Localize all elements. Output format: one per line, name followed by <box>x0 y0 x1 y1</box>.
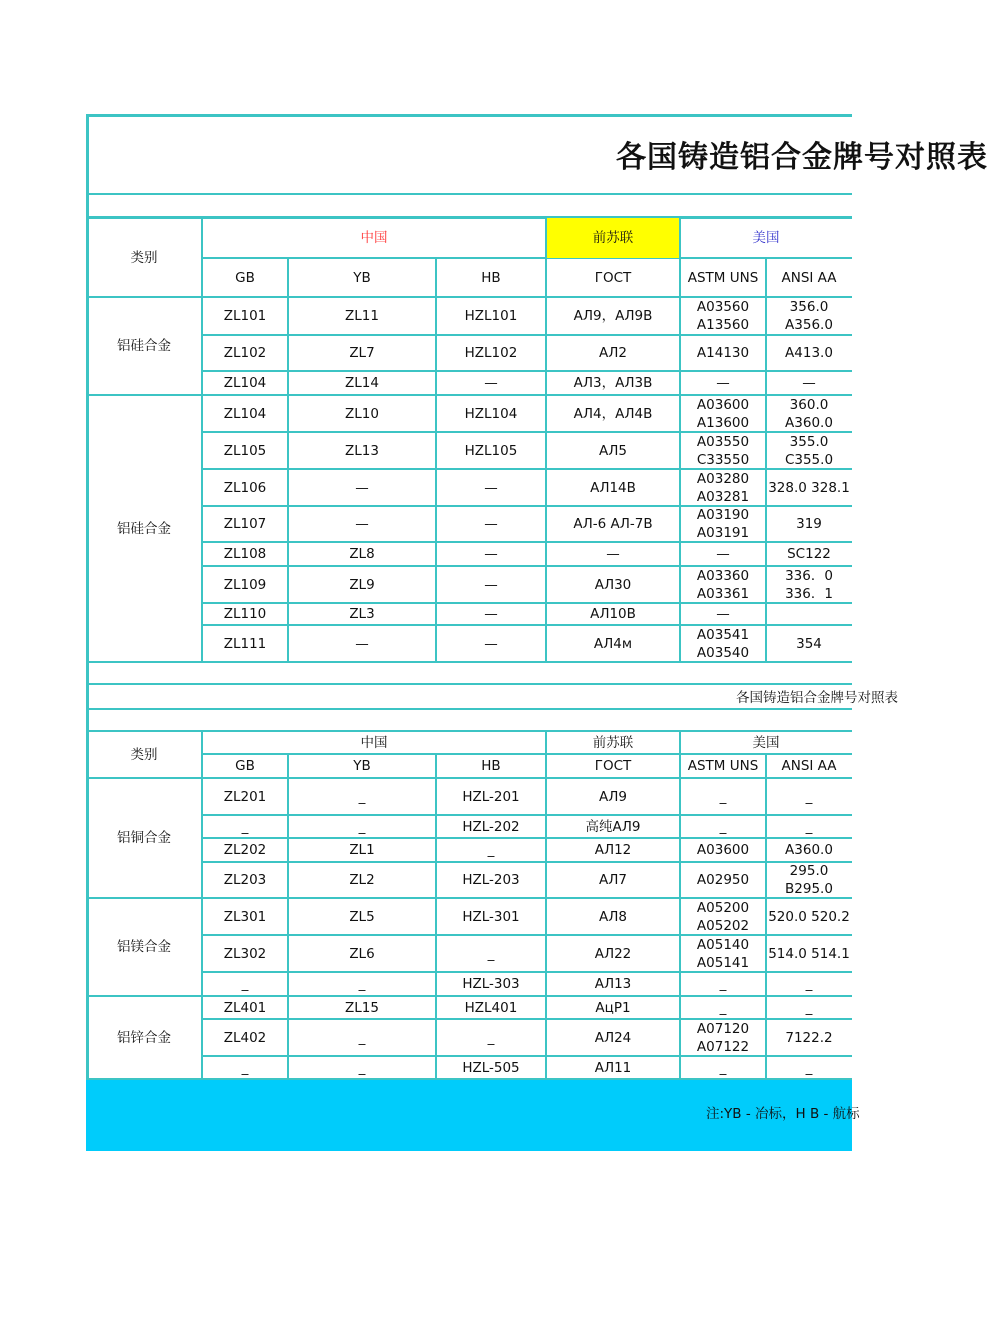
cell-line: C355.0 <box>784 451 834 468</box>
grid-line <box>201 731 203 778</box>
grid-line <box>435 297 437 395</box>
yb-cell: _ <box>358 1059 366 1076</box>
cell-line: — <box>716 375 730 391</box>
cell-line: _ <box>805 788 813 805</box>
cell-line: 355.0 <box>789 433 829 450</box>
spreadsheet <box>86 114 988 1151</box>
cell-line: A07122 <box>696 1038 750 1055</box>
column-header: GB <box>235 758 255 774</box>
grid-line <box>435 778 437 898</box>
hb-cell: HZL104 <box>464 405 518 422</box>
ussr-header: 前苏联 <box>592 734 634 751</box>
grid-line <box>287 395 289 662</box>
hb-cell: — <box>484 606 498 622</box>
gost-cell: АЛ11 <box>594 1059 632 1076</box>
yb-cell: ZL3 <box>349 606 375 622</box>
cell-line: C33550 <box>696 451 750 468</box>
column-header: YB <box>353 269 371 286</box>
gost-cell: АЛ2 <box>599 345 627 361</box>
ansi-aa-cell <box>766 838 852 862</box>
astm-uns-cell <box>680 469 766 506</box>
grid-line <box>287 754 289 778</box>
yb-cell: ZL1 <box>349 842 375 858</box>
grid-line <box>679 731 681 778</box>
grid-line <box>86 1078 852 1080</box>
gb-cell: ZL111 <box>223 635 267 652</box>
usa-header: 美国 <box>752 230 780 246</box>
cell-line: _ <box>719 999 727 1016</box>
grid-line <box>86 193 852 195</box>
grid-line <box>765 395 767 662</box>
hb-cell: _ <box>487 842 495 858</box>
gost-cell: АЛ4，АЛ4В <box>573 405 653 422</box>
astm-uns-cell <box>680 395 766 432</box>
astm-uns-cell <box>680 506 766 542</box>
grid-line <box>545 395 547 662</box>
column-header: YB <box>353 758 371 774</box>
gb-cell: ZL101 <box>223 308 267 324</box>
grid-line <box>679 218 681 297</box>
grid-line <box>765 898 767 996</box>
yb-cell: ZL15 <box>345 999 379 1016</box>
china-header: 中国 <box>360 230 388 246</box>
ansi-aa-cell <box>766 297 852 335</box>
cell-line: 520.0 520.2 <box>768 908 850 925</box>
cell-line: — <box>716 606 730 622</box>
hb-cell: _ <box>487 1029 495 1046</box>
column-header: HB <box>481 758 501 774</box>
hb-cell: — <box>484 546 498 562</box>
column-header: GB <box>235 269 255 286</box>
gb-cell: ZL102 <box>223 345 267 361</box>
grid-line <box>765 297 767 395</box>
ansi-aa-cell <box>766 625 852 662</box>
grid-line <box>201 297 203 395</box>
gost-cell: АЛ7 <box>599 872 627 888</box>
ansi-aa-cell <box>766 566 852 603</box>
cell-line: 514.0 514.1 <box>768 945 850 962</box>
grid-line <box>545 898 547 996</box>
ansi-aa-cell <box>766 506 852 542</box>
grid-line <box>679 778 681 898</box>
cell-line: — <box>716 546 730 562</box>
category-cell: 铝硅合金 <box>117 338 171 354</box>
cell-line: A05140 <box>696 936 750 953</box>
ansi-aa-cell <box>766 469 852 506</box>
cell-line: A13600 <box>696 414 750 431</box>
ansi-aa-cell <box>766 996 852 1019</box>
cell-line: 360.0 <box>789 396 829 413</box>
grid-line <box>545 297 547 395</box>
usa-header: 美国 <box>752 734 780 751</box>
cell-line: 328.0 328.1 <box>768 479 850 496</box>
ansi-aa-cell <box>766 542 852 566</box>
gb-cell: ZL302 <box>223 945 267 962</box>
gost-cell: АЛ30 <box>594 576 632 593</box>
astm-uns-cell <box>680 862 766 898</box>
ansi-aa-cell <box>766 972 852 996</box>
ansi-aa-cell <box>766 335 852 371</box>
yb-cell: ZL6 <box>349 945 375 962</box>
grid-line <box>201 996 203 1079</box>
gb-cell: _ <box>241 818 249 835</box>
column-header: ANSI AA <box>781 758 837 774</box>
gost-cell: АЛ3，АЛ3В <box>573 375 653 391</box>
yb-cell: ZL11 <box>345 308 379 324</box>
astm-uns-cell <box>680 432 766 469</box>
cell-line: A07120 <box>696 1020 750 1037</box>
hb-cell: HZL105 <box>464 442 518 459</box>
category-cell: 铝镁合金 <box>117 939 171 955</box>
grid-line <box>679 297 681 395</box>
grid-line <box>435 898 437 996</box>
yb-cell: _ <box>358 1029 366 1046</box>
cell-line: 319 <box>796 516 822 532</box>
cell-line: A03361 <box>696 585 750 602</box>
ansi-aa-cell <box>766 432 852 469</box>
column-header: ГОСТ <box>594 758 632 774</box>
cell-line: B295.0 <box>785 881 833 897</box>
yb-cell: ZL9 <box>349 576 375 593</box>
cell-line: 336．1 <box>785 585 833 602</box>
cell-line: A360.0 <box>785 414 833 431</box>
cell-line: A13560 <box>696 317 750 333</box>
gost-cell: АЛ13 <box>594 976 632 992</box>
astm-uns-cell <box>680 566 766 603</box>
hb-cell: — <box>484 516 498 532</box>
column-header: ASTM UNS <box>687 269 759 286</box>
hb-cell: HZL101 <box>464 308 518 324</box>
ansi-aa-cell <box>766 1019 852 1056</box>
grid-line <box>679 395 681 662</box>
cell-line: A03191 <box>696 525 750 541</box>
hb-cell: HZL-203 <box>462 872 520 888</box>
ansi-aa-cell <box>766 935 852 972</box>
cell-line: A02950 <box>696 872 750 888</box>
gb-cell: ZL202 <box>223 842 267 858</box>
cell-line: _ <box>719 1059 727 1076</box>
cell-line: 7122.2 <box>785 1029 833 1046</box>
grid-line <box>765 258 767 297</box>
cell-line: SC122 <box>787 546 831 562</box>
astm-uns-cell <box>680 542 766 566</box>
ansi-aa-cell <box>766 395 852 432</box>
cell-line: A03190 <box>696 507 750 523</box>
grid-line <box>287 996 289 1079</box>
ansi-aa-cell <box>766 603 852 625</box>
grid-line <box>287 297 289 395</box>
grid-line <box>287 898 289 996</box>
hb-cell: HZL-202 <box>462 818 520 835</box>
grid-line <box>435 754 437 778</box>
cell-line: _ <box>805 1059 813 1076</box>
hb-cell: HZL-301 <box>462 908 520 925</box>
footer-note: 注:YB - 冶标，H B - 航标 <box>706 1106 860 1122</box>
astm-uns-cell <box>680 1019 766 1056</box>
yb-cell: ZL2 <box>349 872 375 888</box>
column-header: ANSI AA <box>781 269 837 286</box>
cell-line: A03280 <box>696 470 750 487</box>
cell-line: _ <box>719 788 727 805</box>
grid-line <box>765 996 767 1079</box>
yb-cell: ZL13 <box>345 442 379 459</box>
cell-line: A356.0 <box>785 317 833 333</box>
astm-uns-cell <box>680 778 766 815</box>
cell-line: A03541 <box>696 626 750 643</box>
column-header: ГОСТ <box>594 269 632 286</box>
yb-cell: — <box>355 635 369 652</box>
grid-line <box>201 218 203 297</box>
cell-line: _ <box>805 818 813 835</box>
yb-cell: ZL14 <box>345 375 379 391</box>
astm-uns-cell <box>680 935 766 972</box>
yb-cell: ZL5 <box>349 908 375 925</box>
gb-cell: _ <box>241 1059 249 1076</box>
china-header: 中国 <box>360 734 388 751</box>
grid-line <box>287 778 289 898</box>
yb-cell: ZL8 <box>349 546 375 562</box>
category-cell: 铝铜合金 <box>117 830 171 846</box>
gost-cell: АЛ14В <box>590 479 636 496</box>
grid-line <box>287 258 289 297</box>
hb-cell: — <box>484 635 498 652</box>
cell-line: A413.0 <box>785 345 833 361</box>
gost-cell: АЛ9，АЛ9В <box>573 308 653 324</box>
cell-line: 356.0 <box>789 299 829 315</box>
grid-line <box>86 114 852 117</box>
hb-cell: HZL102 <box>464 345 518 361</box>
hb-cell: HZL-201 <box>462 788 520 805</box>
page-title: 各国铸造铝合金牌号对照表 <box>616 140 988 175</box>
grid-line <box>435 395 437 662</box>
yb-cell: _ <box>358 818 366 835</box>
yb-cell: ZL10 <box>345 405 379 422</box>
yb-cell: — <box>355 516 369 532</box>
cell-line: A14130 <box>696 345 750 361</box>
cell-line: _ <box>719 976 727 992</box>
gost-cell: АЛ9 <box>599 788 627 805</box>
gb-cell: ZL107 <box>223 516 267 532</box>
hb-cell: — <box>484 375 498 391</box>
gost-cell: АЛ5 <box>599 442 627 459</box>
cell-line: A360.0 <box>785 842 833 858</box>
gost-cell: АЛ8 <box>599 908 627 925</box>
hb-cell: HZL-303 <box>462 976 520 992</box>
astm-uns-cell <box>680 1056 766 1079</box>
gb-cell: ZL104 <box>223 375 267 391</box>
gb-cell: _ <box>241 976 249 992</box>
gost-cell: АЛ4м <box>593 635 633 652</box>
ansi-aa-cell <box>766 815 852 838</box>
grid-line <box>545 996 547 1079</box>
cell-line: A03550 <box>696 433 750 450</box>
gost-cell: — <box>606 546 620 562</box>
astm-uns-cell <box>680 972 766 996</box>
gb-cell: ZL106 <box>223 479 267 496</box>
astm-uns-cell <box>680 371 766 395</box>
grid-line <box>765 754 767 778</box>
yb-cell: _ <box>358 976 366 992</box>
hb-cell: _ <box>487 945 495 962</box>
gb-cell: ZL401 <box>223 999 267 1016</box>
cell-line: A03360 <box>696 567 750 584</box>
gb-cell: ZL105 <box>223 442 267 459</box>
ansi-aa-cell <box>766 898 852 935</box>
cell-line: _ <box>805 999 813 1016</box>
gb-cell: ZL110 <box>223 606 267 622</box>
cell-line: A03540 <box>696 644 750 661</box>
cell-line: A03560 <box>696 299 750 315</box>
astm-uns-cell <box>680 898 766 935</box>
gost-cell: АЛ10В <box>590 606 636 622</box>
grid-line <box>679 898 681 996</box>
astm-uns-cell <box>680 603 766 625</box>
gb-cell: ZL108 <box>223 546 267 562</box>
cell-line: _ <box>805 976 813 992</box>
cell-line: — <box>802 375 816 391</box>
cell-line: A05202 <box>696 917 750 934</box>
grid-line <box>201 778 203 898</box>
ansi-aa-cell <box>766 778 852 815</box>
gb-cell: ZL402 <box>223 1029 267 1046</box>
astm-uns-cell <box>680 815 766 838</box>
ansi-aa-cell <box>766 862 852 898</box>
ansi-aa-cell <box>766 1056 852 1079</box>
gost-cell: АЛ12 <box>594 842 632 858</box>
grid-line <box>86 708 852 710</box>
cell-line: A03600 <box>696 396 750 413</box>
gost-cell: 高纯АЛ9 <box>585 818 641 835</box>
grid-line <box>86 661 852 663</box>
astm-uns-cell <box>680 297 766 335</box>
category-cell: 铝硅合金 <box>117 520 171 537</box>
column-header: HB <box>481 269 501 286</box>
grid-line <box>435 258 437 297</box>
category-cell: 铝锌合金 <box>117 1029 171 1046</box>
astm-uns-cell <box>680 996 766 1019</box>
grid-line <box>679 996 681 1079</box>
gost-cell: АцР1 <box>595 999 631 1016</box>
hb-cell: HZL-505 <box>462 1059 520 1076</box>
yb-cell: — <box>355 479 369 496</box>
hb-cell: HZL401 <box>464 999 518 1016</box>
grid-line <box>545 778 547 898</box>
astm-uns-cell <box>680 335 766 371</box>
cell-line: 336．0 <box>785 567 833 584</box>
cell-line: A05200 <box>696 899 750 916</box>
gb-cell: ZL301 <box>223 908 267 925</box>
hb-cell: — <box>484 479 498 496</box>
gost-cell: АЛ-6 АЛ-7В <box>573 516 653 532</box>
grid-line <box>201 898 203 996</box>
astm-uns-cell <box>680 625 766 662</box>
cell-line: 354 <box>796 635 822 652</box>
yb-cell: _ <box>358 788 366 805</box>
hb-cell: — <box>484 576 498 593</box>
yb-cell: ZL7 <box>349 345 375 361</box>
ussr-header: 前苏联 <box>592 230 634 246</box>
gb-cell: ZL203 <box>223 872 267 888</box>
grid-line <box>201 395 203 662</box>
astm-uns-cell <box>680 838 766 862</box>
grid-line <box>545 218 547 297</box>
gb-cell: ZL109 <box>223 576 267 593</box>
grid-line <box>435 996 437 1079</box>
category-header: 类别 <box>130 746 158 763</box>
cell-line: A05141 <box>696 954 750 971</box>
gost-cell: АЛ22 <box>594 945 632 962</box>
cell-line: A03281 <box>696 488 750 505</box>
ansi-aa-cell <box>766 371 852 395</box>
section-subtitle: 各国铸造铝合金牌号对照表 <box>736 690 898 706</box>
grid-line <box>86 683 852 685</box>
gb-cell: ZL201 <box>223 788 267 805</box>
category-header: 类别 <box>130 249 158 266</box>
column-header: ASTM UNS <box>687 758 759 774</box>
grid-line <box>765 778 767 898</box>
gb-cell: ZL104 <box>223 405 267 422</box>
gost-cell: АЛ24 <box>594 1029 632 1046</box>
cell-line: _ <box>719 818 727 835</box>
cell-line: 295.0 <box>789 863 829 879</box>
grid-line <box>545 731 547 778</box>
cell-line: A03600 <box>696 842 750 858</box>
